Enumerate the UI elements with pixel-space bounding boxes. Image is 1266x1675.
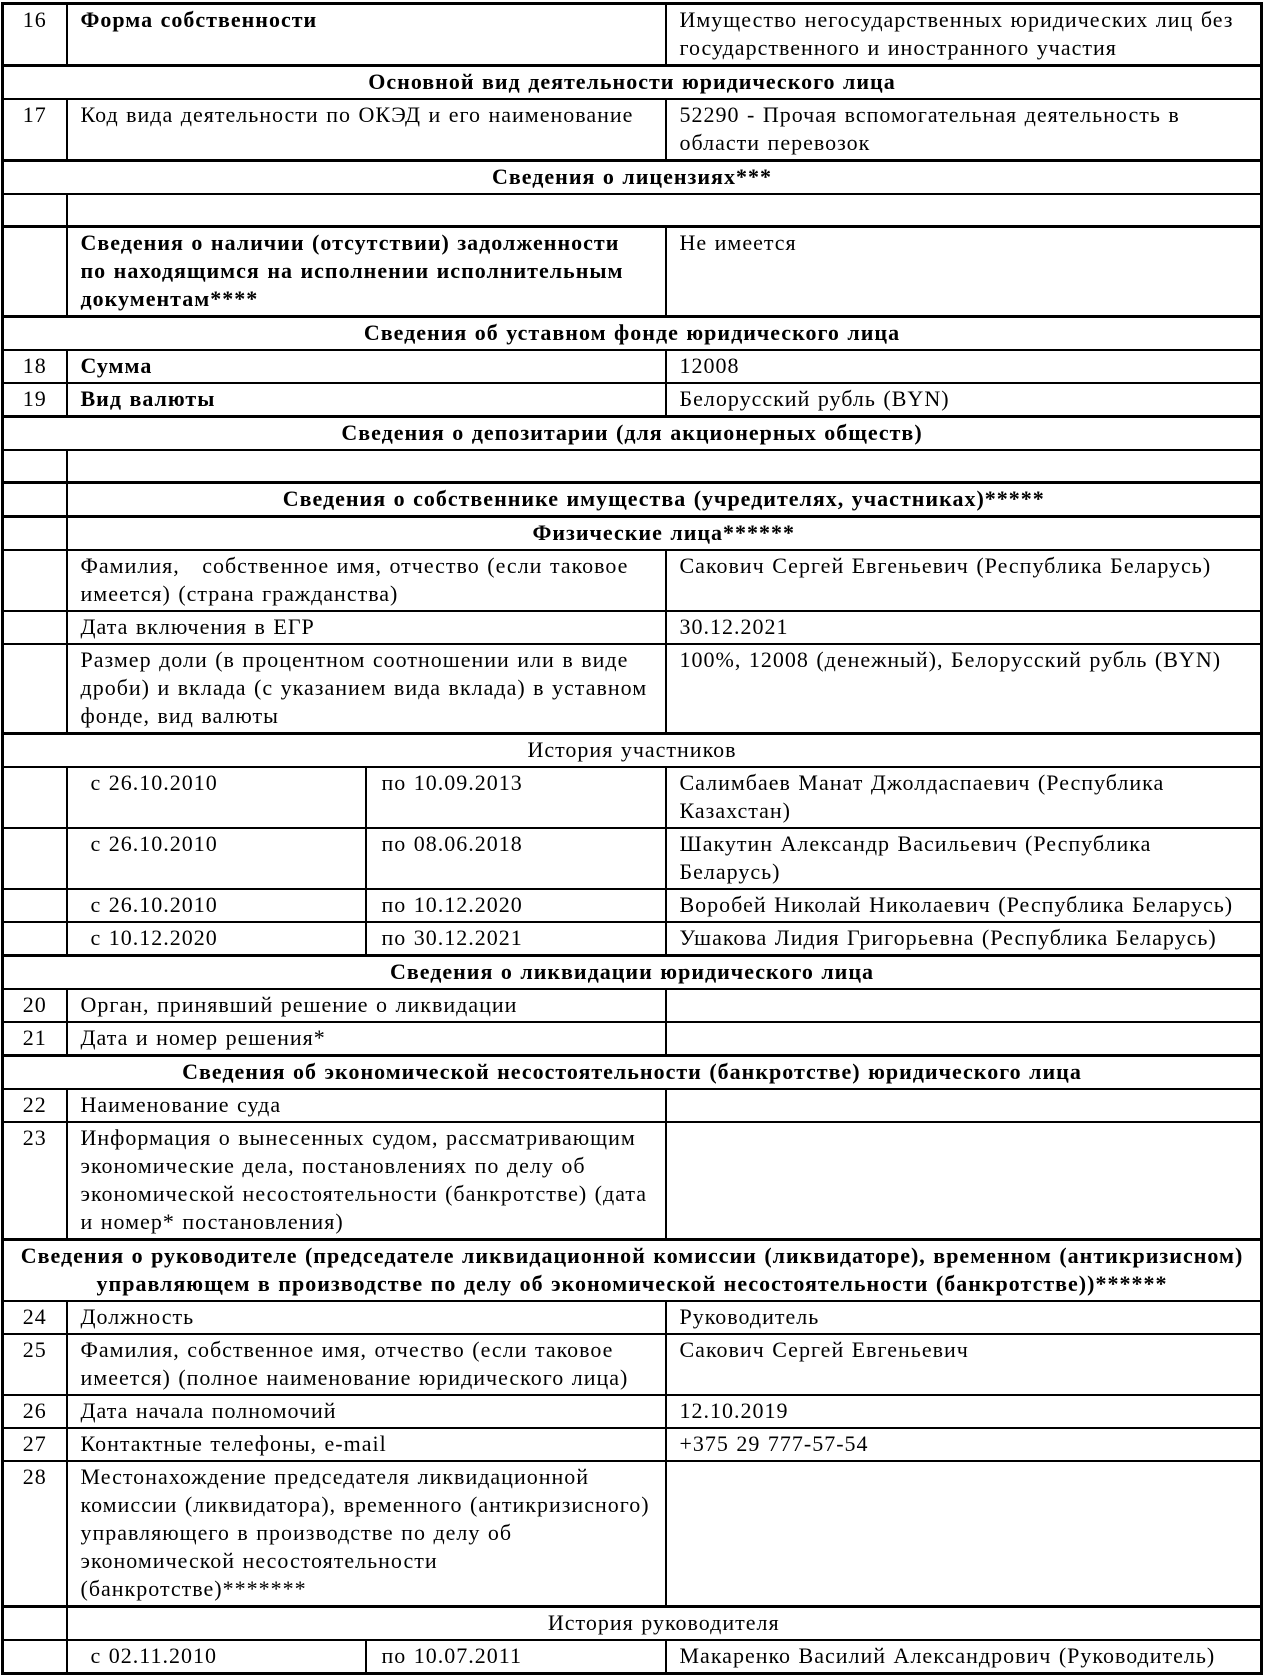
label-cell: Сведения о наличии (отсутствии) задолженности по находящимся на исполнении исполнительным документам**** [67, 227, 666, 317]
table-row [3, 1122, 1262, 1240]
date-to-cell: по 30.12.2021 [366, 922, 666, 956]
date-from-cell: с 26.10.2010 [67, 767, 366, 828]
row-number-cell [3, 828, 67, 889]
section-header-row [3, 734, 1262, 768]
value-cell [666, 1122, 1262, 1240]
row-number-cell: 20 [3, 989, 67, 1022]
section-header-row [3, 317, 1262, 351]
history-row [3, 922, 1262, 956]
value-cell: Шакутин Александр Васильевич (Республика Беларусь) [666, 828, 1262, 889]
section-title: Сведения о собственнике имущества (учредителях, участниках)***** [67, 483, 1262, 517]
section-header-row [3, 1240, 1262, 1302]
section-title: Сведения об экономической несостоятельности (банкротстве) юридического лица [3, 1056, 1262, 1090]
section-title: Сведения о депозитарии (для акционерных обществ) [3, 417, 1262, 451]
table-row [3, 1022, 1262, 1056]
section-title: Физические лица****** [67, 517, 1262, 551]
section-title: Сведения о ликвидации юридического лица [3, 956, 1262, 990]
row-number-cell [3, 450, 67, 483]
table-row [3, 550, 1262, 611]
label-cell: Размер доли (в процентном соотношении или в виде дроби) и вклада (с указанием вида вклада) в уставном фонде, вид валюты [67, 644, 666, 734]
row-number-cell [3, 644, 67, 734]
section-title: История руководителя [67, 1607, 1262, 1641]
table-row [3, 644, 1262, 734]
value-cell: Сакович Сергей Евгеньевич (Республика Беларусь) [666, 550, 1262, 611]
table-row [3, 383, 1262, 417]
section-header-row [3, 1056, 1262, 1090]
value-cell: 30.12.2021 [666, 611, 1262, 644]
section-title: Сведения об уставном фонде юридического лица [3, 317, 1262, 351]
row-number-cell [3, 611, 67, 644]
section-header-row [3, 66, 1262, 100]
value-cell [666, 1089, 1262, 1122]
value-cell: Воробей Николай Николаевич (Республика Беларусь) [666, 889, 1262, 922]
label-cell: Фамилия, собственное имя, отчество (если таковое имеется) (полное наименование юридического лица) [67, 1334, 666, 1395]
value-cell: 100%, 12008 (денежный), Белорусский рубль (BYN) [666, 644, 1262, 734]
table-row [3, 1334, 1262, 1395]
row-number-cell: 23 [3, 1122, 67, 1240]
row-number-cell: 21 [3, 1022, 67, 1056]
row-number-cell [3, 767, 67, 828]
row-number-cell [3, 517, 67, 551]
row-number-cell [3, 483, 67, 517]
registry-extract-table [1, 2, 1263, 1675]
value-cell: Руководитель [666, 1301, 1262, 1334]
section-title: История участников [3, 734, 1262, 768]
section-header-row [3, 161, 1262, 195]
row-number-cell [3, 194, 67, 227]
history-row [3, 1640, 1262, 1674]
section-header-row [3, 517, 1262, 551]
date-to-cell: по 10.12.2020 [366, 889, 666, 922]
section-header-row [3, 1607, 1262, 1641]
section-title: Сведения о руководителе (председателе ликвидационной комиссии (ликвидаторе), временном (антикризисном) управляющем в производстве по делу об экономической несостоятельности (банкротстве))****** [3, 1240, 1262, 1302]
history-row [3, 889, 1262, 922]
table-row [3, 1395, 1262, 1428]
value-cell: Сакович Сергей Евгеньевич [666, 1334, 1262, 1395]
table-row [3, 4, 1262, 66]
row-number-cell [3, 550, 67, 611]
history-row [3, 767, 1262, 828]
row-number-cell: 25 [3, 1334, 67, 1395]
label-cell: Орган, принявший решение о ликвидации [67, 989, 666, 1022]
value-cell: Белорусский рубль (BYN) [666, 383, 1262, 417]
row-number-cell: 24 [3, 1301, 67, 1334]
row-number-cell: 22 [3, 1089, 67, 1122]
table-row [3, 989, 1262, 1022]
registry-table-body [3, 4, 1262, 1674]
section-title: Сведения о лицензиях*** [3, 161, 1262, 195]
value-cell: 12008 [666, 350, 1262, 383]
date-from-cell: с 26.10.2010 [67, 828, 366, 889]
date-from-cell: с 26.10.2010 [67, 889, 366, 922]
table-row [3, 1428, 1262, 1461]
section-header-row [3, 956, 1262, 990]
row-number-cell: 16 [3, 4, 67, 66]
section-title: Основной вид деятельности юридического лица [3, 66, 1262, 100]
value-cell: Макаренко Василий Александрович (Руководитель) [666, 1640, 1262, 1674]
date-from-cell: с 02.11.2010 [67, 1640, 366, 1674]
row-number-cell [3, 889, 67, 922]
label-cell: Информация о вынесенных судом, рассматривающим экономические дела, постановлениях по делу об экономической несостоятельности (банкротстве) (дата и номер* постановления) [67, 1122, 666, 1240]
value-cell: Ушакова Лидия Григорьевна (Республика Беларусь) [666, 922, 1262, 956]
date-to-cell: по 10.07.2011 [366, 1640, 666, 1674]
history-row [3, 828, 1262, 889]
table-row [3, 1461, 1262, 1607]
value-cell [666, 989, 1262, 1022]
label-cell: Сумма [67, 350, 666, 383]
row-number-cell: 18 [3, 350, 67, 383]
label-cell: Местонахождение председателя ликвидационной комиссии (ликвидатора), временного (антикризисного) управляющего в производстве по делу об экономической несостоятельности (банкротстве)******* [67, 1461, 666, 1607]
table-row [3, 99, 1262, 161]
row-number-cell: 28 [3, 1461, 67, 1607]
section-header-row [3, 417, 1262, 451]
value-cell: Салимбаев Манат Джолдаспаевич (Республика Казахстан) [666, 767, 1262, 828]
label-cell: Наименование суда [67, 1089, 666, 1122]
label-cell: Форма собственности [67, 4, 666, 66]
empty-row [3, 194, 1262, 227]
empty-cell [67, 194, 1262, 227]
label-cell: Вид валюты [67, 383, 666, 417]
row-number-cell [3, 1607, 67, 1641]
value-cell: +375 29 777-57-54 [666, 1428, 1262, 1461]
label-cell: Дата включения в ЕГР [67, 611, 666, 644]
table-row [3, 227, 1262, 317]
date-to-cell: по 10.09.2013 [366, 767, 666, 828]
table-row [3, 1089, 1262, 1122]
value-cell: Имущество негосударственных юридических лиц без государственного и иностранного участия [666, 4, 1262, 66]
label-cell: Фамилия, собственное имя, отчество (если таковое имеется) (страна гражданства) [67, 550, 666, 611]
value-cell: 52290 - Прочая вспомогательная деятельность в области перевозок [666, 99, 1262, 161]
label-cell: Контактные телефоны, e-mail [67, 1428, 666, 1461]
table-row [3, 1301, 1262, 1334]
date-to-cell: по 08.06.2018 [366, 828, 666, 889]
table-row [3, 611, 1262, 644]
value-cell [666, 1461, 1262, 1607]
empty-row [3, 450, 1262, 483]
label-cell: Дата начала полномочий [67, 1395, 666, 1428]
value-cell: Не имеется [666, 227, 1262, 317]
empty-cell [67, 450, 1262, 483]
date-from-cell: с 10.12.2020 [67, 922, 366, 956]
row-number-cell: 19 [3, 383, 67, 417]
label-cell: Код вида деятельности по ОКЭД и его наименование [67, 99, 666, 161]
label-cell: Дата и номер решения* [67, 1022, 666, 1056]
value-cell [666, 1022, 1262, 1056]
row-number-cell [3, 1640, 67, 1674]
value-cell: 12.10.2019 [666, 1395, 1262, 1428]
row-number-cell: 26 [3, 1395, 67, 1428]
row-number-cell: 17 [3, 99, 67, 161]
table-row [3, 350, 1262, 383]
row-number-cell [3, 922, 67, 956]
row-number-cell [3, 227, 67, 317]
section-header-row [3, 483, 1262, 517]
row-number-cell: 27 [3, 1428, 67, 1461]
label-cell: Должность [67, 1301, 666, 1334]
